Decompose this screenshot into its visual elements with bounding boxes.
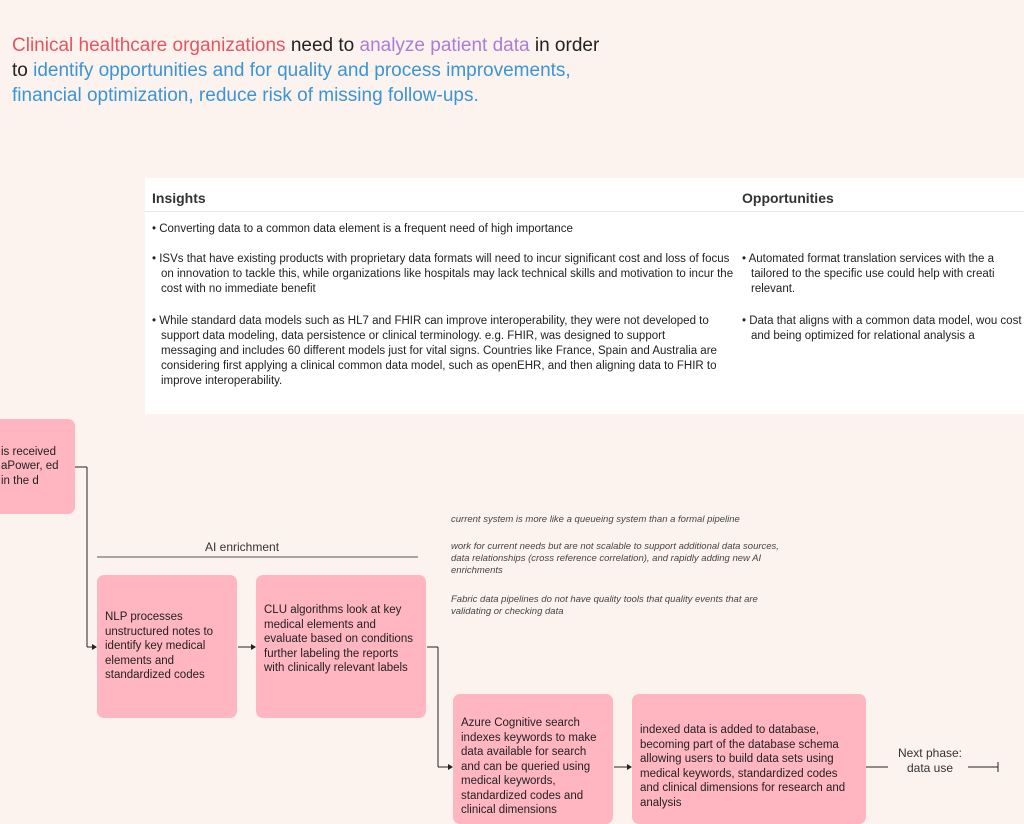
cognitive-search-step [453,694,613,824]
step-text: Azure Cognitive search indexes keywords to make data available for search and can be queried using medical keywords, standardized codes and clinical dimensions [461,717,597,816]
headline-connector-1: need to [285,35,360,56]
next-phase-label: Next phase: data use [897,746,963,775]
nlp-step [97,575,237,718]
insight-item: • Converting data to a common data element is a frequent need of high importance [152,223,573,235]
step-text: is received aPower, ed in the d [1,445,59,487]
headline-need: analyze patient data [359,35,530,56]
opportunity-item: • Automated format translation services with the a tailored to the specific use could help with creati relevant. [742,253,995,295]
pipeline-note: current system is more like a queueing system than a formal pipeline [451,514,740,525]
step-text: indexed data is added to database, becoming part of the database schema allowing users to build data sets using medical keywords, standardized codes and clinical dimensions for research and analysis [640,724,846,809]
opportunity-item: • Data that aligns with a common data model, wou cost and being optimized for relational analysis a [742,315,1022,342]
scalability-note: work for current needs but are not scalable to support additional data sources, data relationships (cross reference correlation), and rapidly adding new AI enrichments [451,541,779,576]
headline-connector-2: in order to [12,35,600,81]
headline-goal: identify opportunities and for quality and process improvements, financial optimization, reduce risk of missing follow-ups. [12,60,571,106]
ai-enrichment-label: AI enrichment [205,540,280,554]
quality-note: Fabric data pipelines do not have quality tools that quality events that are validating or checking data [451,594,758,617]
insight-item: • While standard data models such as HL7 and FHIR can improve interoperability, they were not developed to support data modeling, data persistence or clinical terminology. e.g. FHIR, was designed to support messaging and includes 60 different models just for vital signs. Countries like France, Spain and Australia are considering first applying a clinical common data model, such as openEHR, and then aligning data to FHIR to improve interoperability. [152,315,717,387]
opportunities-heading: Opportunities [742,190,834,206]
database-step [632,694,866,824]
insight-item: • ISVs that have existing products with proprietary data formats will need to incur significant cost and loss of focus on innovation to tackle this, while organizations like hospitals may lack technical skills and motivation to incur the cost with no immediate benefit [152,253,734,295]
clu-step [256,575,426,718]
headline-subject: Clinical healthcare organizations [12,35,286,56]
step-text: CLU algorithms look at key medical elements and evaluate based on conditions further labeling the reports with clinically relevant labels [264,604,413,674]
data-received-step [0,419,75,514]
insights-heading: Insights [152,190,206,206]
step-text: NLP processes unstructured notes to identify key medical elements and standardized codes [105,611,214,682]
